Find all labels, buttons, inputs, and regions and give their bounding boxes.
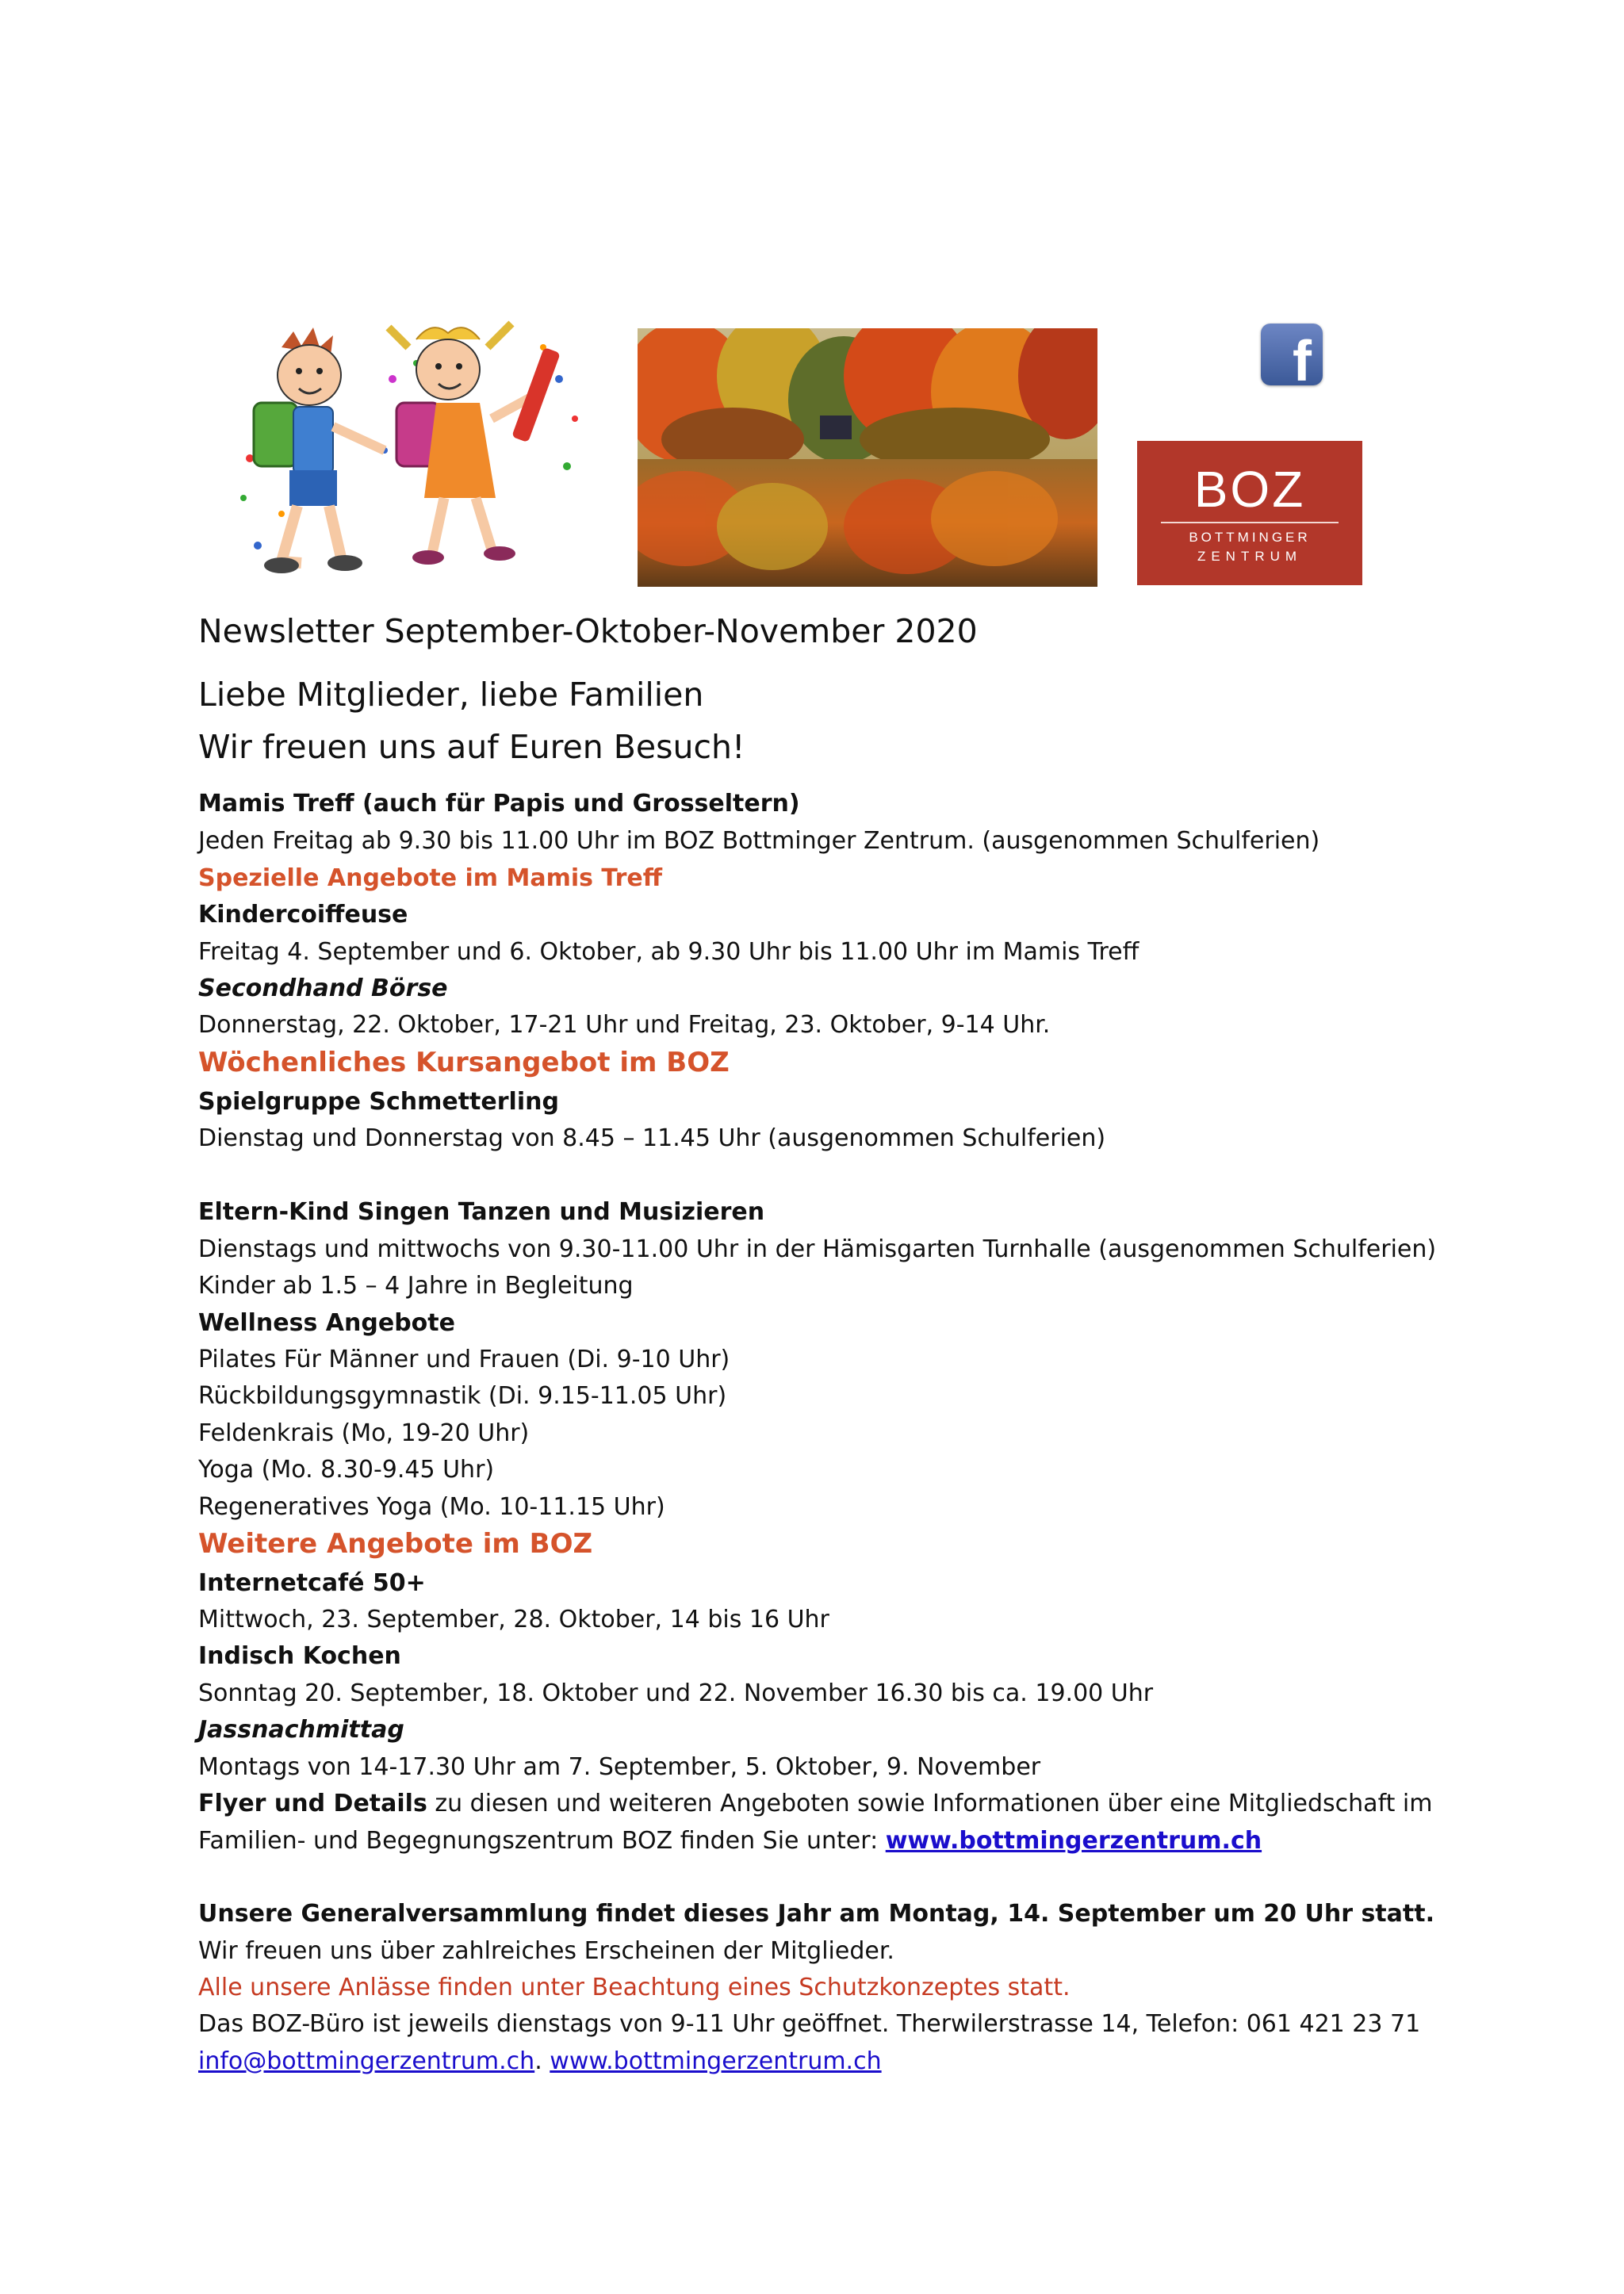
indisch-text: Sonntag 20. September, 18. Oktober und 22. November 16.30 bis ca. 19.00 Uhr [198,1679,1154,1707]
internet-heading: Internetcafé 50+ [198,1569,426,1597]
logo-line1: BOTTMINGER [1189,530,1311,545]
jass-heading: Jassnachmittag [198,1716,404,1744]
eltern-text2: Kinder ab 1.5 – 4 Jahre in Begleitung [198,1272,634,1300]
autumn-lake-photo [638,328,1097,587]
jass-text: Montags von 14-17.30 Uhr am 7. September, 5. Oktober, 9. November [198,1753,1041,1781]
office-hours: Das BOZ-Büro ist jeweils dienstags von 9-11 Uhr geöffnet. Therwilerstrasse 14, Telefon: 061 421 23 71 [198,2010,1421,2038]
flyer-text1: zu diesen und weiteren Angeboten sowie Informationen über eine Mitgliedschaft im [427,1790,1433,1817]
greeting-line1: Liebe Mitglieder, liebe Familien [198,676,704,714]
wellness-heading: Wellness Angebote [198,1309,455,1337]
flyer-line2 [198,1825,1262,1857]
coiffeuse-heading: Kindercoiffeuse [198,901,408,929]
eltern-heading: Eltern-Kind Singen Tanzen und Musizieren [198,1198,765,1226]
email-link[interactable]: info@bottmingerzentrum.ch [198,2047,535,2075]
boz-logo [1137,441,1362,585]
flyer-text2: Familien- und Begegnungszentrum BOZ finden Sie unter: [198,1827,886,1855]
courses-heading: Wöchenliches Kursangebot im BOZ [198,1047,730,1078]
special-heading: Spezielle Angebote im Mamis Treff [198,864,663,892]
internet-text: Mittwoch, 23. September, 28. Oktober, 14 bis 16 Uhr [198,1606,829,1633]
protection-notice: Alle unsere Anlässe finden unter Beachtung eines Schutzkonzeptes statt. [198,1974,1071,2001]
newsletter-title: Newsletter September-Oktober-November 2020 [198,612,978,650]
tree-line [638,328,1097,471]
greeting-line2: Wir freuen uns auf Euren Besuch! [198,728,745,766]
logo-word: BOZ [1193,461,1306,518]
further-heading: Weitere Angebote im BOZ [198,1528,593,1560]
facebook-icon[interactable]: f [1261,324,1323,385]
contact-links [198,2046,882,2078]
logo-line2: ZENTRUM [1197,549,1303,564]
spielgruppe-heading: Spielgruppe Schmetterling [198,1088,559,1116]
indisch-heading: Indisch Kochen [198,1642,401,1670]
girl-figure [389,324,561,565]
website-link[interactable]: www.bottmingerzentrum.ch [550,2047,882,2075]
wellness-item: Yoga (Mo. 8.30-9.45 Uhr) [198,1456,495,1484]
flyer-line1 [198,1788,1432,1820]
spielgruppe-text: Dienstag und Donnerstag von 8.45 – 11.45 Uhr (ausgenommen Schulferien) [198,1124,1106,1152]
website-link[interactable]: www.bottmingerzentrum.ch [885,1827,1262,1855]
assembly-text: Wir freuen uns über zahlreiches Erscheinen der Mitglieder. [198,1937,894,1965]
wellness-item: Feldenkrais (Mo, 19-20 Uhr) [198,1419,530,1447]
coiffeuse-text: Freitag 4. September und 6. Oktober, ab 9.30 Uhr bis 11.00 Uhr im Mamis Treff [198,938,1139,966]
kids-illustration [226,316,591,589]
wellness-item: Regeneratives Yoga (Mo. 10-11.15 Uhr) [198,1493,665,1521]
mamis-text: Jeden Freitag ab 9.30 bis 11.00 Uhr im BOZ Bottminger Zentrum. (ausgenommen Schulferien) [198,827,1320,855]
contact-separator: . [534,2047,550,2075]
wellness-item: Rückbildungsgymnastik (Di. 9.15-11.05 Uhr) [198,1382,727,1410]
assembly-heading: Unsere Generalversammlung findet dieses Jahr am Montag, 14. September um 20 Uhr statt. [198,1900,1434,1928]
secondhand-heading: Secondhand Börse [198,975,448,1002]
mamis-heading: Mamis Treff (auch für Papis und Grosseltern) [198,790,800,818]
header-images [0,0,1624,603]
secondhand-text: Donnerstag, 22. Oktober, 17-21 Uhr und Freitag, 23. Oktober, 9-14 Uhr. [198,1011,1051,1039]
eltern-text1: Dienstags und mittwochs von 9.30-11.00 Uhr in der Hämisgarten Turnhalle (ausgenommen Schulferien) [198,1235,1437,1263]
flyer-bold: Flyer und Details [198,1790,427,1817]
logo-rule [1161,522,1339,523]
wellness-item: Pilates Für Männer und Frauen (Di. 9-10 Uhr) [198,1346,730,1373]
boy-figure [254,327,385,573]
